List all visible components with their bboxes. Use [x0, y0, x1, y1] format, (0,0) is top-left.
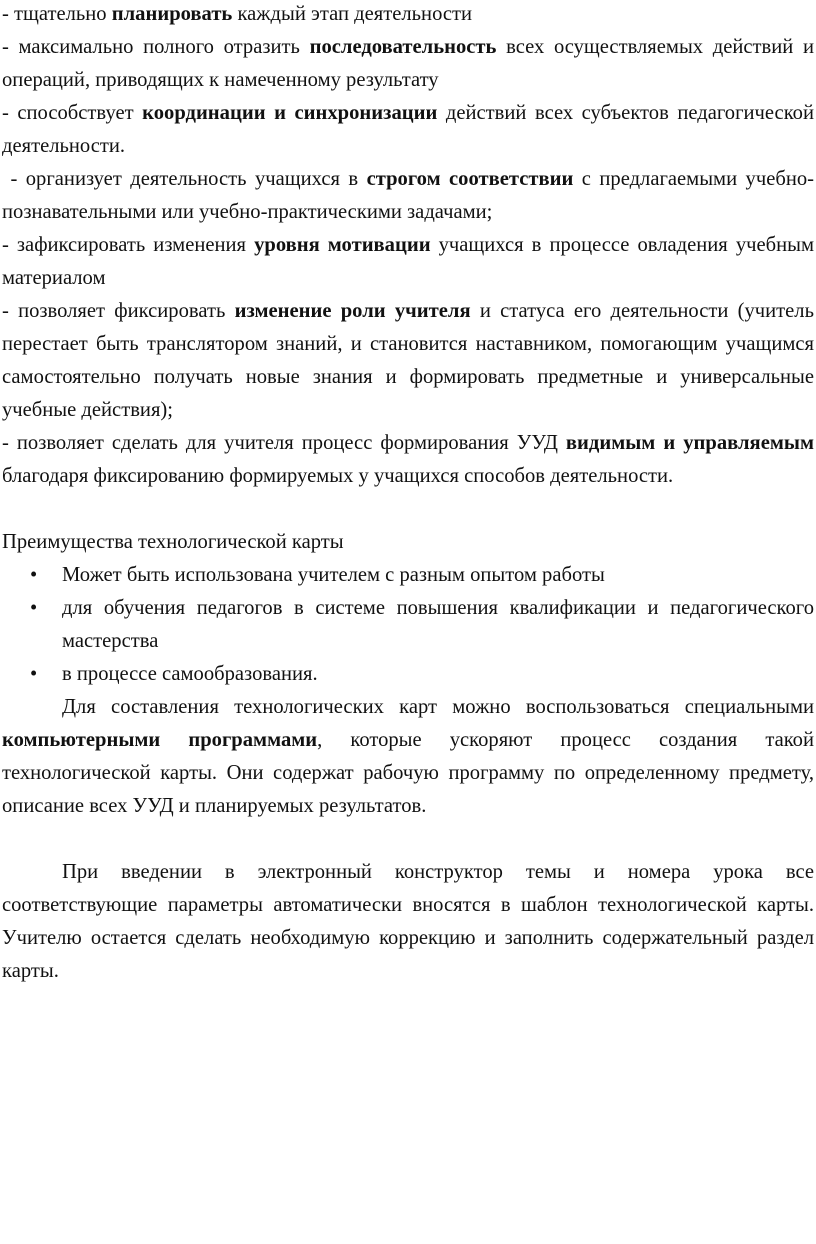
paragraph-bold: компьютерными программами — [2, 729, 318, 751]
blank-line — [2, 493, 814, 526]
line-text: - способствует — [2, 102, 143, 124]
paragraph-text: Для составления технологических карт можно воспользоваться специальными — [62, 696, 814, 718]
line-bold: видимым и управляемым — [565, 432, 814, 454]
paragraph-programs — [2, 691, 814, 823]
text-line-motivation — [2, 229, 814, 295]
list-item — [2, 592, 814, 658]
line-bold: последовательность — [309, 36, 497, 58]
text-line-coordination — [2, 97, 814, 163]
blank-line — [2, 823, 814, 856]
list-item — [2, 559, 814, 592]
line-text: учащихся в процессе овладения учебным материалом — [2, 234, 814, 289]
text-line-organize — [2, 163, 814, 229]
line-text: благодаря фиксированию формируемых у учащихся способов деятельности. — [2, 465, 674, 487]
section-heading: Преимущества технологической карты — [2, 531, 344, 553]
list-item-text: в процессе самообразования. — [62, 663, 318, 685]
bullet-icon: • — [30, 597, 38, 619]
line-bold: уровня мотивации — [254, 234, 431, 256]
line-text: и статуса его деятельности (учитель перестает быть транслятором знаний, и становится наставником, помогающим учащимся самостоятельно получать новые знания и формировать предметные и универсальные учебные действия); — [2, 300, 814, 421]
line-text: - тщательно — [2, 3, 112, 25]
line-text: - зафиксировать изменения — [2, 234, 255, 256]
bullet-icon: • — [30, 663, 38, 685]
line-bold: изменение роли учителя — [234, 300, 471, 322]
line-text: действий всех субъектов педагогической деятельности. — [2, 102, 814, 157]
list-item — [2, 658, 814, 691]
text-line-uud — [2, 427, 814, 493]
line-text: - организует деятельность учащихся в — [2, 168, 367, 190]
line-text: - позволяет сделать для учителя процесс формирования УУД — [2, 432, 566, 454]
list-item-text: для обучения педагогов в системе повышения квалификации и педагогического мастерства — [62, 597, 814, 652]
paragraph-text: , которые ускоряют процесс создания такой технологической карты. Они содержат рабочую программу по определенному предмету, описание всех УУД и планируемых результатов. — [2, 729, 814, 817]
advantages-list — [2, 559, 814, 691]
line-text: каждый этап деятельности — [232, 3, 473, 25]
line-text: всех осуществляемых действий и операций, приводящих к намеченному результату — [2, 36, 814, 91]
line-text: с предлагаемыми учебно-познавательными или учебно-практическими задачами; — [2, 168, 814, 223]
text-line-sequence — [2, 31, 814, 97]
line-bold: строгом соответствии — [366, 168, 574, 190]
bullet-icon: • — [30, 564, 38, 586]
line-bold: координации и синхронизации — [142, 102, 438, 124]
line-text: - максимально полного отразить — [2, 36, 310, 58]
text-line-teacher-role — [2, 295, 814, 427]
list-item-text: Может быть использована учителем с разным опытом работы — [62, 564, 605, 586]
line-bold: планировать — [111, 3, 233, 25]
text-line-plan — [2, 0, 814, 31]
line-text: - позволяет фиксировать — [2, 300, 235, 322]
paragraph-constructor: При введении в электронный конструктор темы и номера урока все соответствующие параметры автоматически вносятся в шаблон технологической карты. Учителю остается сделать необходимую коррекцию и заполнить содержательный раздел карты. — [2, 861, 814, 982]
